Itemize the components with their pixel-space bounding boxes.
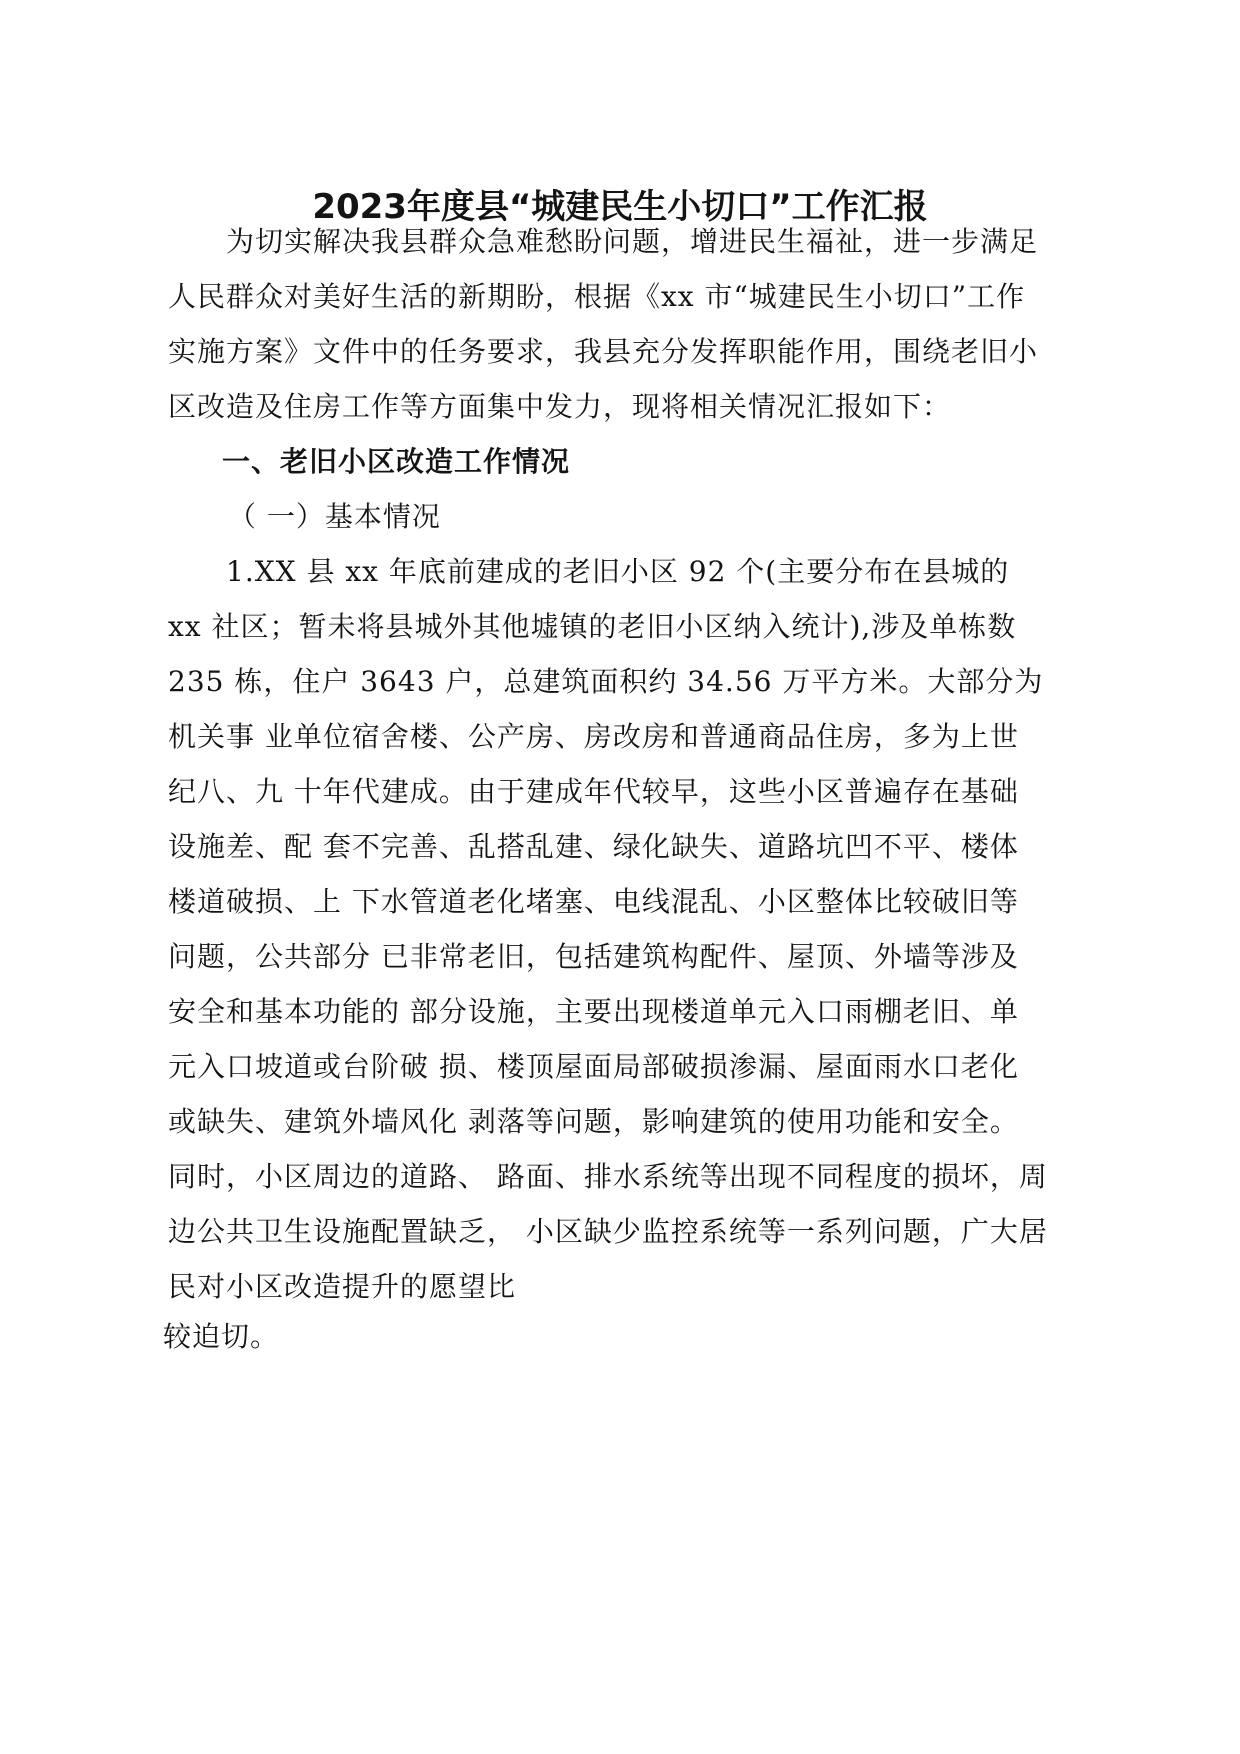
body-line-1: 1.XX 县 xx 年底前建成的老旧小区 92 个(主要分布在县城的 <box>226 555 1010 588</box>
body-line-7: 楼道破损、上 下水管道老化堵塞、电线混乱、小区整体比较破旧等 <box>168 885 1019 918</box>
intro-line-2: 人民群众对美好生活的新期盼，根据《xx 市“城建民生小切口”工作 <box>168 280 1026 313</box>
body-line-2: xx 社区；暂未将县城外其他墟镇的老旧小区纳入统计),涉及单栋数 <box>168 610 1017 643</box>
body-line-8: 问题，公共部分 已非常老旧，包括建筑构配件、屋顶、外墙等涉及 <box>168 940 1019 973</box>
body-line-3: 235 栋，住户 3643 户，总建筑面积约 34.56 万平方米。大部分为 <box>168 665 1044 698</box>
body-line-6: 设施差、配 套不完善、乱搭乱建、绿化缺失、道路坑凹不平、楼体 <box>168 830 1019 863</box>
body-line-9: 安全和基本功能的 部分设施，主要出现楼道单元入口雨棚老旧、单 <box>168 995 1019 1028</box>
body-line-11: 或缺失、建筑外墙风化 剥落等问题，影响建筑的使用功能和安全。 <box>168 1105 1019 1138</box>
section-heading: 一、老旧小区改造工作情况 <box>222 445 571 478</box>
body-line-10: 元入口坡道或台阶破 损、楼顶屋面局部破损渗漏、屋面雨水口老化 <box>168 1050 1019 1083</box>
body-line-13: 边公共卫生设施配置缺乏， 小区缺少监控系统等一系列问题，广大居 <box>168 1215 1048 1248</box>
intro-line-4: 区改造及住房工作等方面集中发力，现将相关情况汇报如下： <box>168 390 952 423</box>
body-line-5: 纪八、九 十年代建成。由于建成年代较早，这些小区普遍存在基础 <box>168 775 1019 808</box>
document-title: 2023年度县“城建民生小切口”工作汇报 <box>312 187 928 227</box>
body-line-14: 民对小区改造提升的愿望比 <box>168 1270 517 1303</box>
subsection-heading: （ 一）基本情况 <box>228 500 441 533</box>
body-line-4: 机关事 业单位宿舍楼、公产房、房改房和普通商品住房，多为上世 <box>168 720 1019 753</box>
intro-line-3: 实施方案》文件中的任务要求，我县充分发挥职能作用，围绕老旧小 <box>168 335 1039 368</box>
body-line-15: 较迫切。 <box>163 1320 280 1353</box>
intro-line-1: 为切实解决我县群众急难愁盼问题，增进民生福祉，进一步满足 <box>226 225 1039 258</box>
body-line-12: 同时，小区周边的道路、 路面、排水系统等出现不同程度的损坏，周 <box>168 1160 1048 1193</box>
